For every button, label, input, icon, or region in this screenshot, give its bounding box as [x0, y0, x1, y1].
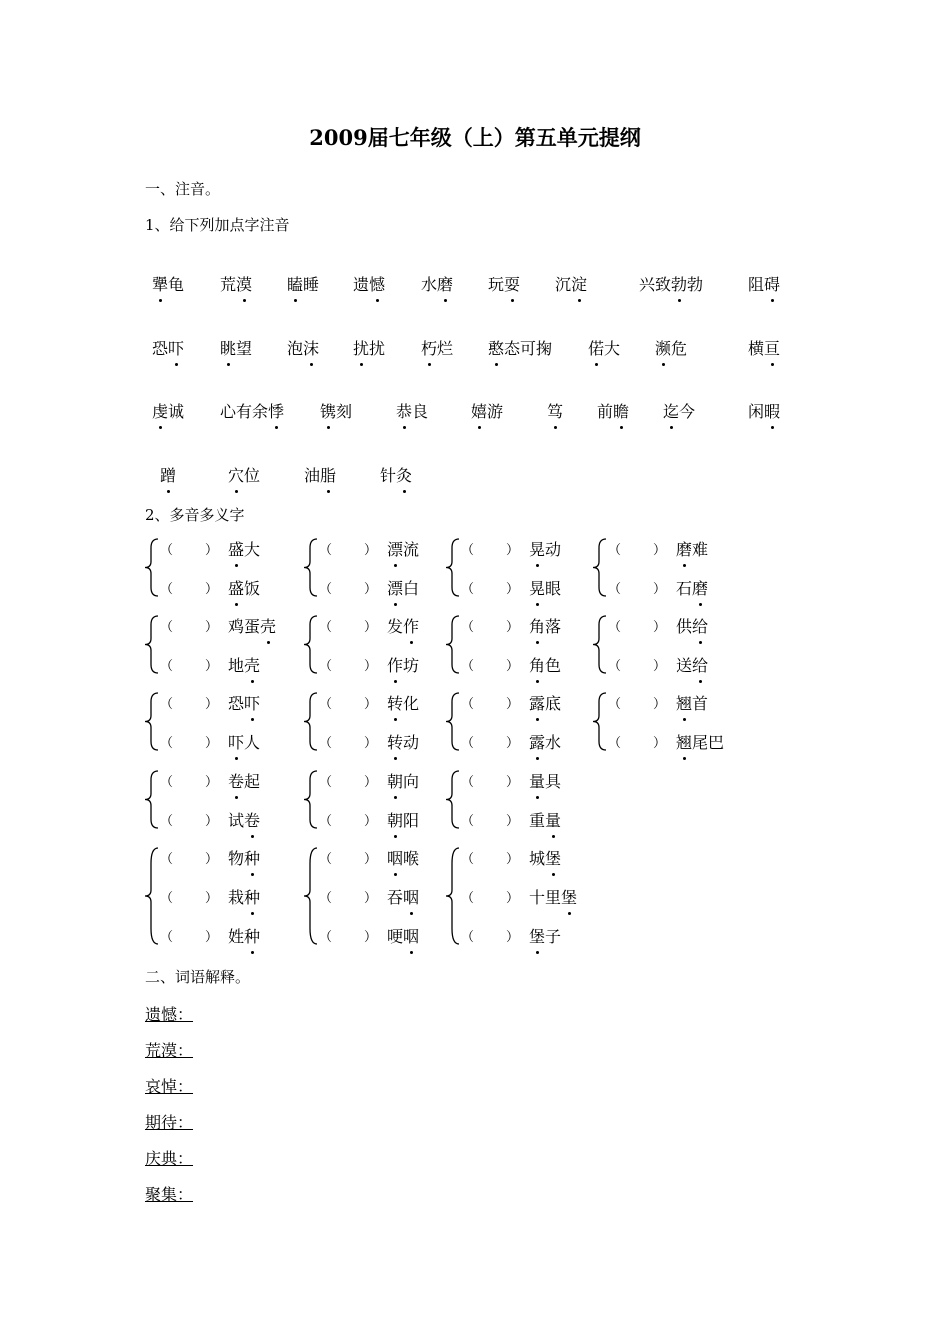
- polyphone-group: [444, 769, 594, 847]
- polyphone-row: [444, 846, 594, 866]
- answer-blank-close: ）: [506, 659, 520, 674]
- polyphone-word: 栽种: [228, 885, 260, 908]
- dotted-char: 朝: [387, 808, 403, 831]
- polyphone-word: 盛饭: [228, 576, 260, 599]
- dotted-char: 穴: [228, 463, 244, 486]
- polyphone-word: 作坊: [387, 653, 419, 676]
- polyphone-word: 试卷: [228, 808, 260, 831]
- polyphone-word: 晃动: [529, 537, 561, 560]
- dotted-char: 憨: [488, 336, 504, 359]
- answer-blank-close: ）: [205, 814, 219, 829]
- polyphone-row: [302, 730, 452, 750]
- dotted-char: 朝: [387, 769, 403, 792]
- dotted-char: 灸: [396, 463, 412, 486]
- dotted-char: 吓: [168, 336, 184, 359]
- dotted-char: 扰: [353, 336, 369, 359]
- polyphone-word: 供给: [676, 614, 708, 637]
- answer-blank-open: （: [461, 620, 475, 635]
- answer-blank-open: （: [608, 582, 622, 597]
- dotted-char: 量: [545, 808, 561, 831]
- dotted-char: 种: [244, 846, 260, 869]
- pinyin-word: 穴位: [228, 463, 260, 486]
- polyphone-word: 角色: [529, 653, 561, 676]
- polyphone-row: [143, 924, 293, 944]
- dotted-char: 翘: [676, 691, 692, 714]
- pinyin-word: [160, 463, 176, 486]
- answer-blank-open: （: [461, 775, 475, 790]
- pinyin-word: 沉淀: [555, 272, 587, 295]
- polyphone-group: [143, 691, 293, 769]
- dotted-char: 勃: [671, 272, 687, 295]
- answer-blank-close: ）: [653, 620, 667, 635]
- answer-blank-open: （: [160, 620, 174, 635]
- dotted-char: 盛: [228, 576, 244, 599]
- answer-blank-open: （: [461, 814, 475, 829]
- polyphone-row: [444, 691, 594, 711]
- answer-blank-close: ）: [653, 736, 667, 751]
- pinyin-word: 镌刻: [320, 399, 352, 422]
- answer-blank-close: ）: [205, 852, 219, 867]
- pinyin-word: 偌大: [588, 336, 620, 359]
- polyphone-row: [302, 885, 452, 905]
- polyphone-row: [302, 691, 452, 711]
- pinyin-word: 憨态可掬: [488, 336, 552, 359]
- answer-blank-open: （: [319, 543, 333, 558]
- polyphone-word: 转动: [387, 730, 419, 753]
- dotted-char: 亘: [764, 336, 780, 359]
- answer-blank-open: （: [160, 659, 174, 674]
- subsection-polyphone: 2、多音多义字: [145, 506, 245, 524]
- polyphone-row: [302, 614, 452, 634]
- polyphone-row: [302, 924, 452, 944]
- polyphone-word: 咽喉: [387, 846, 419, 869]
- pinyin-word: [547, 399, 563, 422]
- answer-blank-close: ）: [205, 930, 219, 945]
- polyphone-word: 磨难: [676, 537, 708, 560]
- pinyin-word: 泡沫: [287, 336, 319, 359]
- answer-blank-close: ）: [205, 620, 219, 635]
- answer-blank-open: （: [461, 659, 475, 674]
- polyphone-row: [444, 769, 594, 789]
- answer-blank-open: （: [608, 697, 622, 712]
- polyphone-word: 十里堡: [529, 885, 577, 908]
- dotted-char: 作: [403, 614, 419, 637]
- dotted-char: 咽: [403, 885, 419, 908]
- dotted-char: 脂: [320, 463, 336, 486]
- polyphone-row: [591, 653, 741, 673]
- answer-blank-open: （: [608, 736, 622, 751]
- pinyin-word: 恭良: [396, 399, 428, 422]
- polyphone-word: 露水: [529, 730, 561, 753]
- answer-blank-close: ）: [506, 582, 520, 597]
- dotted-char: 暇: [764, 399, 780, 422]
- polyphone-word: 送给: [676, 653, 708, 676]
- dotted-char: 作: [387, 653, 403, 676]
- pinyin-word: 闲暇: [748, 399, 780, 422]
- pinyin-word: 阻碍: [748, 272, 780, 295]
- polyphone-row: [143, 537, 293, 557]
- pinyin-word: 前瞻: [597, 399, 629, 422]
- dotted-char: 瞻: [613, 399, 629, 422]
- polyphone-word: 角落: [529, 614, 561, 637]
- polyphone-group: [444, 537, 594, 615]
- dotted-char: 卷: [228, 769, 244, 792]
- dotted-char: 壳: [260, 614, 276, 637]
- dotted-char: 碍: [764, 272, 780, 295]
- polyphone-group: [591, 691, 741, 769]
- answer-blank-open: （: [160, 775, 174, 790]
- dotted-char: 镌: [320, 399, 336, 422]
- polyphone-row: [444, 653, 594, 673]
- polyphone-row: [444, 730, 594, 750]
- answer-blank-close: ）: [205, 891, 219, 906]
- polyphone-row: [444, 576, 594, 596]
- definition-item: 聚集：: [145, 1185, 194, 1204]
- answer-blank-close: ）: [205, 659, 219, 674]
- dotted-char: 漂: [387, 576, 403, 599]
- pinyin-word: 濒危: [655, 336, 687, 359]
- answer-blank-close: ）: [506, 814, 520, 829]
- polyphone-row: [444, 614, 594, 634]
- polyphone-row: [444, 808, 594, 828]
- polyphone-group: [143, 846, 293, 963]
- pinyin-word: 眺望: [220, 336, 252, 359]
- polyphone-word: 鸡蛋壳: [228, 614, 276, 637]
- answer-blank-close: ）: [506, 697, 520, 712]
- polyphone-row: [591, 576, 741, 596]
- dotted-char: 犟: [152, 272, 168, 295]
- answer-blank-open: （: [319, 659, 333, 674]
- answer-blank-close: ）: [506, 891, 520, 906]
- answer-blank-open: （: [461, 582, 475, 597]
- answer-blank-close: ）: [205, 582, 219, 597]
- polyphone-word: 晃眼: [529, 576, 561, 599]
- answer-blank-open: （: [319, 930, 333, 945]
- dotted-char: 憾: [369, 272, 385, 295]
- dotted-char: 转: [387, 730, 403, 753]
- polyphone-word: 朝阳: [387, 808, 419, 831]
- definition-item: 荒漠：: [145, 1041, 194, 1060]
- polyphone-word: 露底: [529, 691, 561, 714]
- answer-blank-open: （: [319, 891, 333, 906]
- definition-item: 遗憾：: [145, 1005, 194, 1024]
- answer-blank-close: ）: [364, 697, 378, 712]
- polyphone-word: 地壳: [228, 653, 260, 676]
- pinyin-word: 瞌睡: [287, 272, 319, 295]
- answer-blank-close: ）: [364, 543, 378, 558]
- dotted-char: 虔: [152, 399, 168, 422]
- polyphone-group: [302, 769, 452, 847]
- polyphone-word: 卷起: [228, 769, 260, 792]
- answer-blank-close: ）: [506, 930, 520, 945]
- section-heading-2: 二、词语解释。: [145, 968, 251, 986]
- answer-blank-open: （: [461, 543, 475, 558]
- answer-blank-close: ）: [506, 620, 520, 635]
- pinyin-word: 玩耍: [488, 272, 520, 295]
- dotted-char: 笃: [547, 399, 563, 422]
- dotted-char: 悸: [268, 399, 284, 422]
- polyphone-word: 漂流: [387, 537, 419, 560]
- polyphone-row: [143, 730, 293, 750]
- answer-blank-open: （: [160, 582, 174, 597]
- answer-blank-close: ）: [653, 543, 667, 558]
- dotted-char: 给: [692, 653, 708, 676]
- polyphone-row: [444, 537, 594, 557]
- polyphone-row: [143, 808, 293, 828]
- dotted-char: 堡: [545, 846, 561, 869]
- answer-blank-open: （: [160, 736, 174, 751]
- answer-blank-open: （: [319, 736, 333, 751]
- polyphone-word: 发作: [387, 614, 419, 637]
- polyphone-word: 堡子: [529, 924, 561, 947]
- polyphone-word: 盛大: [228, 537, 260, 560]
- answer-blank-open: （: [160, 891, 174, 906]
- answer-blank-close: ）: [364, 736, 378, 751]
- answer-blank-close: ）: [364, 620, 378, 635]
- polyphone-word: 吓人: [228, 730, 260, 753]
- polyphone-row: [302, 653, 452, 673]
- polyphone-row: [591, 537, 741, 557]
- polyphone-row: [591, 614, 741, 634]
- polyphone-group: [302, 846, 452, 963]
- dotted-char: 蹭: [160, 463, 176, 486]
- polyphone-row: [591, 730, 741, 750]
- answer-blank-close: ）: [653, 659, 667, 674]
- pinyin-word: 嬉游: [471, 399, 503, 422]
- definition-item: 庆典：: [145, 1149, 194, 1168]
- dotted-char: 迄: [663, 399, 679, 422]
- dotted-char: 量: [529, 769, 545, 792]
- pinyin-word: 水磨: [421, 272, 453, 295]
- polyphone-group: [444, 691, 594, 769]
- dotted-char: 晃: [529, 537, 545, 560]
- section-heading-1: 一、注音。: [145, 180, 221, 198]
- answer-blank-open: （: [461, 697, 475, 712]
- dotted-char: 淀: [571, 272, 587, 295]
- polyphone-word: 翘首: [676, 691, 708, 714]
- pinyin-word: 荒漠: [220, 272, 252, 295]
- answer-blank-open: （: [319, 697, 333, 712]
- pinyin-word: 横亘: [748, 336, 780, 359]
- polyphone-word: 量具: [529, 769, 561, 792]
- polyphone-row: [302, 537, 452, 557]
- polyphone-word: 漂白: [387, 576, 419, 599]
- dotted-char: 种: [244, 885, 260, 908]
- answer-blank-close: ）: [364, 582, 378, 597]
- dotted-char: 堡: [561, 885, 577, 908]
- answer-blank-open: （: [461, 930, 475, 945]
- dotted-char: 磨: [676, 537, 692, 560]
- dotted-char: 濒: [655, 336, 671, 359]
- dotted-char: 磨: [437, 272, 453, 295]
- pinyin-word: 油脂: [304, 463, 336, 486]
- polyphone-row: [444, 885, 594, 905]
- polyphone-row: [143, 653, 293, 673]
- pinyin-word: 针灸: [380, 463, 412, 486]
- answer-blank-close: ）: [364, 930, 378, 945]
- polyphone-row: [143, 691, 293, 711]
- dotted-char: 嬉: [471, 399, 487, 422]
- polyphone-word: 城堡: [529, 846, 561, 869]
- dotted-char: 露: [529, 730, 545, 753]
- answer-blank-open: （: [160, 852, 174, 867]
- answer-blank-open: （: [608, 659, 622, 674]
- pinyin-word: 朽烂: [421, 336, 453, 359]
- polyphone-word: 重量: [529, 808, 561, 831]
- answer-blank-open: （: [608, 620, 622, 635]
- dotted-char: 漂: [387, 537, 403, 560]
- polyphone-group: [143, 769, 293, 847]
- dotted-char: 给: [692, 614, 708, 637]
- polyphone-group: [591, 537, 741, 615]
- polyphone-row: [143, 846, 293, 866]
- answer-blank-close: ）: [653, 697, 667, 712]
- pinyin-word: 扰扰: [353, 336, 385, 359]
- answer-blank-close: ）: [364, 775, 378, 790]
- answer-blank-close: ）: [205, 697, 219, 712]
- polyphone-row: [302, 769, 452, 789]
- polyphone-row: [302, 576, 452, 596]
- polyphone-word: 翘尾巴: [676, 730, 724, 753]
- answer-blank-open: （: [319, 582, 333, 597]
- pinyin-word: 心有余悸: [220, 399, 284, 422]
- polyphone-row: [591, 691, 741, 711]
- polyphone-row: [143, 885, 293, 905]
- subsection-pinyin: 1、给下列加点字注音: [145, 216, 290, 234]
- answer-blank-open: （: [319, 775, 333, 790]
- dotted-char: 转: [387, 691, 403, 714]
- polyphone-row: [143, 769, 293, 789]
- polyphone-group: [302, 614, 452, 692]
- pinyin-word: 迄今: [663, 399, 695, 422]
- pinyin-word: 虔诚: [152, 399, 184, 422]
- dotted-char: 眺: [220, 336, 236, 359]
- dotted-char: 吓: [228, 730, 244, 753]
- definition-item: 哀悼：: [145, 1077, 194, 1096]
- answer-blank-close: ）: [364, 852, 378, 867]
- polyphone-word: 吞咽: [387, 885, 419, 908]
- answer-blank-open: （: [319, 814, 333, 829]
- answer-blank-open: （: [461, 891, 475, 906]
- answer-blank-open: （: [160, 814, 174, 829]
- polyphone-group: [302, 691, 452, 769]
- polyphone-word: 朝向: [387, 769, 419, 792]
- polyphone-row: [143, 576, 293, 596]
- polyphone-word: 恐吓: [228, 691, 260, 714]
- pinyin-word: 恐吓: [152, 336, 184, 359]
- answer-blank-close: ）: [205, 775, 219, 790]
- definition-item: 期待：: [145, 1113, 194, 1132]
- dotted-char: 壳: [244, 653, 260, 676]
- answer-blank-open: （: [608, 543, 622, 558]
- answer-blank-close: ）: [364, 891, 378, 906]
- dotted-char: 恭: [396, 399, 412, 422]
- polyphone-row: [444, 924, 594, 944]
- polyphone-group: [444, 846, 594, 963]
- dotted-char: 磨: [692, 576, 708, 599]
- answer-blank-close: ）: [653, 582, 667, 597]
- dotted-char: 晃: [529, 576, 545, 599]
- answer-blank-open: （: [319, 620, 333, 635]
- answer-blank-open: （: [160, 543, 174, 558]
- dotted-char: 朽: [421, 336, 437, 359]
- pinyin-word: 兴致勃勃: [639, 272, 703, 295]
- answer-blank-open: （: [319, 852, 333, 867]
- dotted-char: 沫: [303, 336, 319, 359]
- dotted-char: 漠: [236, 272, 252, 295]
- dotted-char: 偌: [588, 336, 604, 359]
- dotted-char: 耍: [504, 272, 520, 295]
- dotted-char: 种: [244, 924, 260, 947]
- pinyin-word: 犟龟: [152, 272, 184, 295]
- polyphone-group: [444, 614, 594, 692]
- dotted-char: 吓: [244, 691, 260, 714]
- answer-blank-open: （: [160, 697, 174, 712]
- polyphone-row: [143, 614, 293, 634]
- polyphone-row: [302, 846, 452, 866]
- dotted-char: 角: [529, 614, 545, 637]
- polyphone-word: 物种: [228, 846, 260, 869]
- answer-blank-close: ）: [506, 543, 520, 558]
- dotted-char: 堡: [529, 924, 545, 947]
- dotted-char: 盛: [228, 537, 244, 560]
- answer-blank-close: ）: [506, 775, 520, 790]
- polyphone-group: [302, 537, 452, 615]
- dotted-char: 卷: [244, 808, 260, 831]
- polyphone-word: 姓种: [228, 924, 260, 947]
- dotted-char: 露: [529, 691, 545, 714]
- answer-blank-close: ）: [506, 736, 520, 751]
- polyphone-group: [143, 537, 293, 615]
- polyphone-row: [302, 808, 452, 828]
- pinyin-word: 遗憾: [353, 272, 385, 295]
- answer-blank-open: （: [461, 852, 475, 867]
- answer-blank-close: ）: [205, 736, 219, 751]
- answer-blank-close: ）: [205, 543, 219, 558]
- polyphone-word: 石磨: [676, 576, 708, 599]
- dotted-char: 咽: [403, 924, 419, 947]
- answer-blank-close: ）: [364, 814, 378, 829]
- answer-blank-close: ）: [506, 852, 520, 867]
- dotted-char: 翘: [676, 730, 692, 753]
- polyphone-word: 转化: [387, 691, 419, 714]
- polyphone-group: [143, 614, 293, 692]
- dotted-char: 咽: [387, 846, 403, 869]
- polyphone-word: 哽咽: [387, 924, 419, 947]
- page-title: 2009届七年级（上）第五单元提纲: [309, 125, 641, 150]
- dotted-char: 瞌: [287, 272, 303, 295]
- dotted-char: 角: [529, 653, 545, 676]
- answer-blank-close: ）: [364, 659, 378, 674]
- answer-blank-open: （: [461, 736, 475, 751]
- polyphone-group: [591, 614, 741, 692]
- answer-blank-open: （: [160, 930, 174, 945]
